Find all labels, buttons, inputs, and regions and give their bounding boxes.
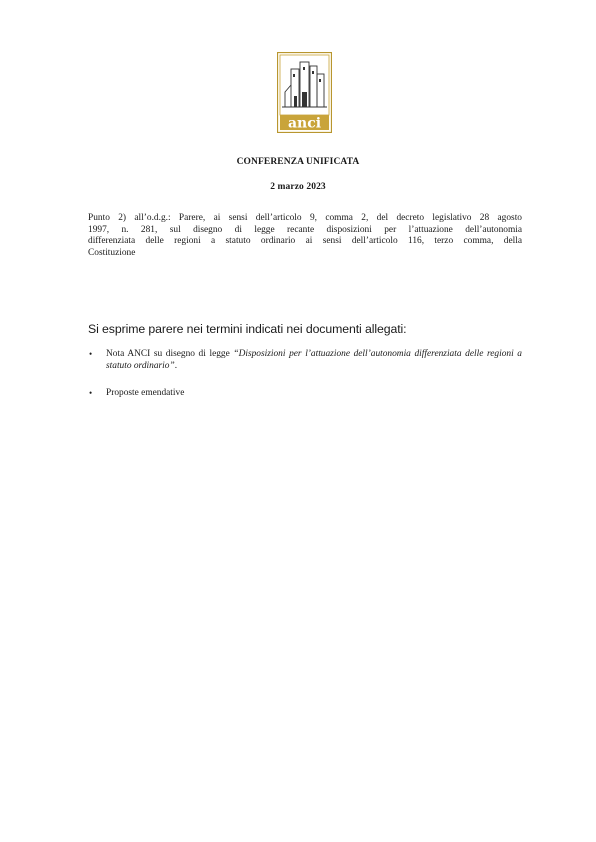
agenda-line: Costituzione bbox=[88, 247, 136, 258]
list-item-italic-title: “Disposizioni per l’attuazione dell’autonomia differenziata delle regioni a statuto ordinario” bbox=[106, 349, 522, 372]
bullet-icon: • bbox=[89, 388, 93, 399]
list-item bbox=[88, 387, 528, 399]
document-title: CONFERENZA UNIFICATA bbox=[236, 157, 360, 167]
agenda-item-paragraph bbox=[88, 213, 522, 259]
attachments-list bbox=[88, 348, 528, 400]
list-item-text: Proposte emendative bbox=[106, 388, 185, 399]
agenda-line: differenziata delle regioni a statuto ordinario ai sensi dell’articolo 116, terzo comma, della bbox=[88, 236, 522, 247]
agenda-line: 1997, n. 281, sul disegno di legge recante disposizioni per l’attuazione dell’autonomia bbox=[88, 224, 522, 235]
list-item-text bbox=[106, 348, 522, 372]
bullet-icon: • bbox=[89, 349, 93, 359]
document-date: 2 marzo 2023 bbox=[270, 182, 326, 192]
anci-logo-graphic bbox=[277, 52, 332, 133]
opinion-statement: Si esprime parere nei termini indicati nei documenti allegati: bbox=[88, 322, 407, 336]
list-item-suffix: . bbox=[174, 361, 178, 372]
agenda-line: Punto 2) all’o.d.g.: Parere, ai sensi dell’articolo 9, comma 2, del decreto legislativo 28 agosto bbox=[88, 213, 522, 223]
logo-wordmark: anci bbox=[287, 115, 322, 132]
list-item bbox=[88, 348, 522, 372]
anci-logo bbox=[277, 52, 332, 133]
list-item-prefix: Nota ANCI su disegno di legge bbox=[106, 349, 234, 359]
